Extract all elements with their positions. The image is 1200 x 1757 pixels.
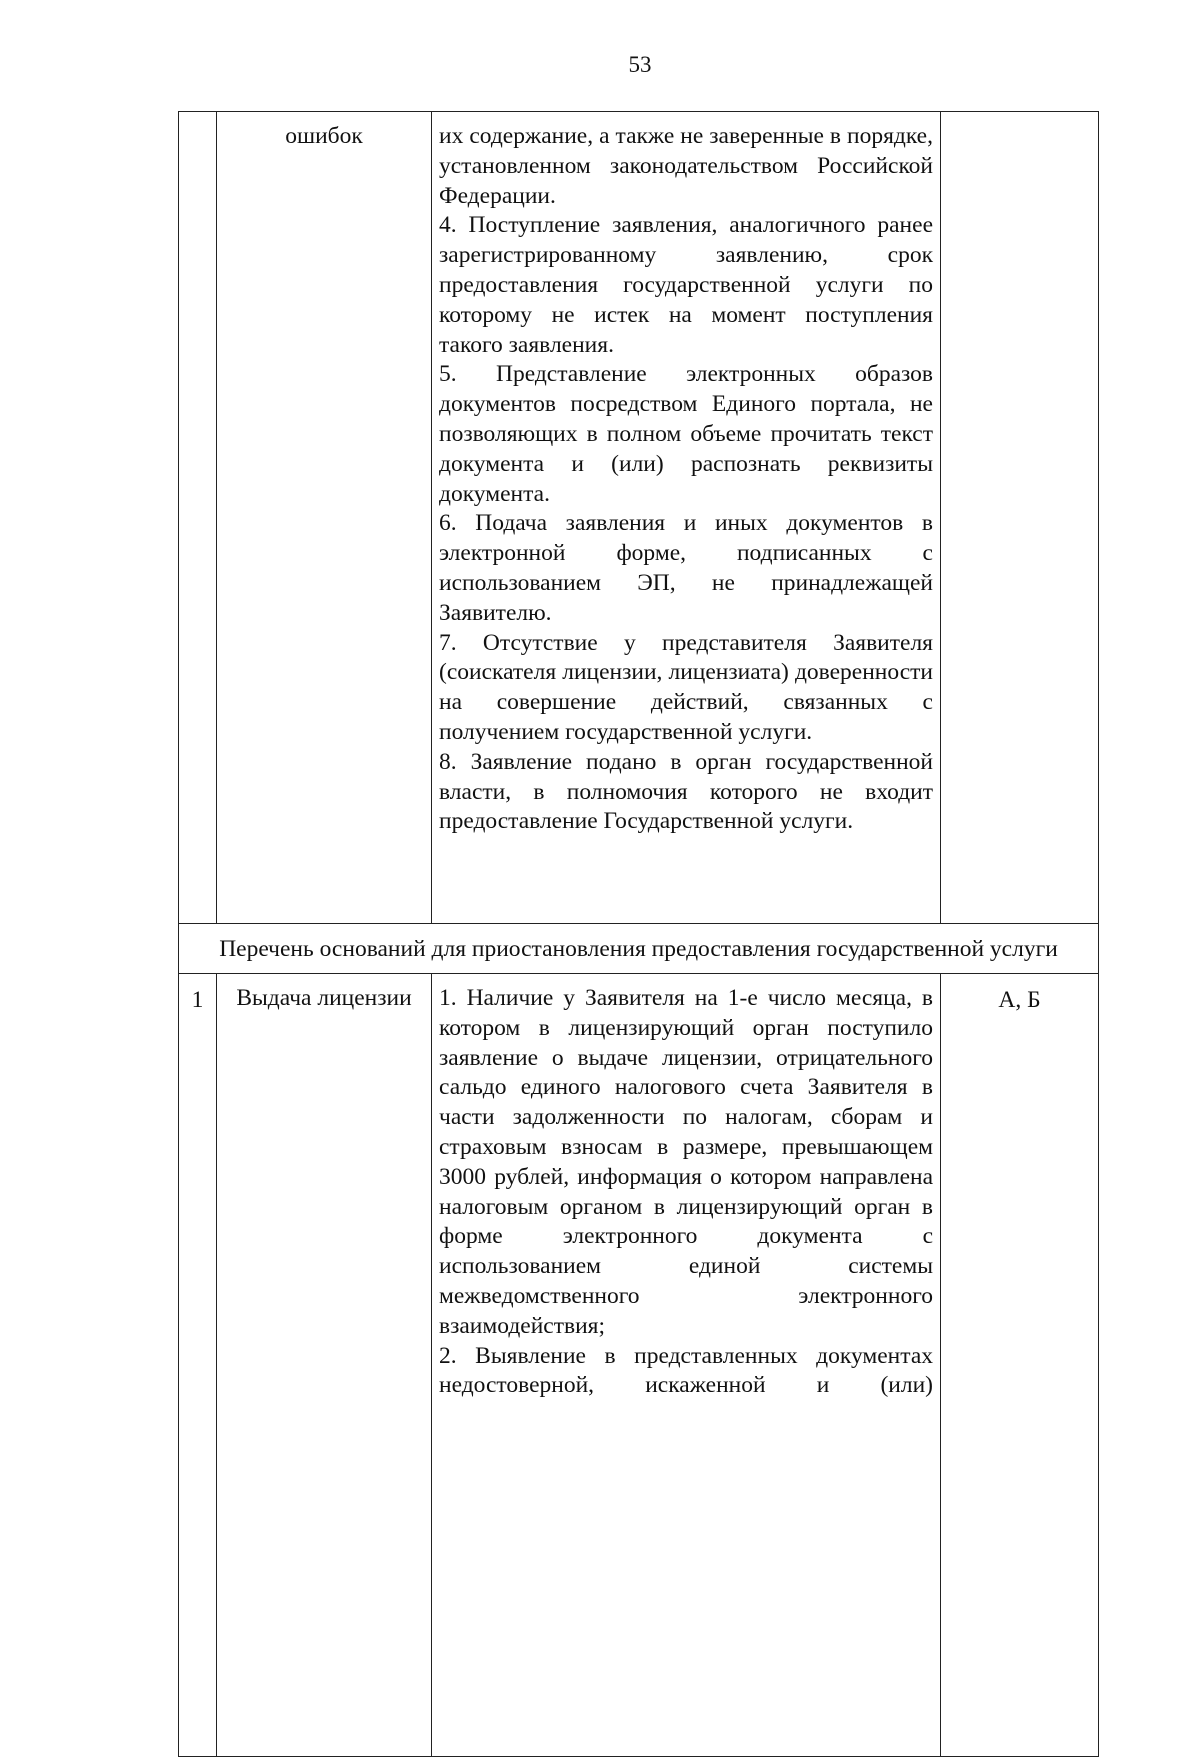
grounds-text-cell [432,112,941,924]
service-name-cell: ошибок [217,112,432,924]
section-header-row [179,924,1099,974]
ground-item: 8. Заявление подано в орган государственной власти, в полномочия которого не входит предоставление Государственной услуги. [439,748,933,835]
ground-item: 1. Наличие у Заявителя на 1-е число месяца, в котором в лицензирующий орган поступило заявление о выдаче лицензии, отрицательного сальдо единого налогового счета Заявителя в части задолженности по налогам, сборам и страховым взносам в размере, превышающем 3000 рублей, информация о котором направлена налоговым органом в лицензирующий орган в форме электронного документа с использованием единой системы межведомственного электронного взаимодействия; [439,985,933,1339]
code-cell [941,112,1099,924]
service-name-cell: Выдача лицензии [217,974,432,1757]
row-number-cell: 1 [179,974,217,1757]
table-row [179,112,1099,924]
ground-item: 2. Выявление в представленных документах недостоверной, искаженной и (или) [439,1342,933,1399]
row-number-cell [179,112,217,924]
section-header: Перечень оснований для приостановления предоставления государственной услуги [179,924,1099,974]
ground-item: 7. Отсутствие у представителя Заявителя (соискателя лицензии, лицензиата) доверенности на совершение действий, связанных с получением государственной услуги. [439,629,933,745]
ground-item: 4. Поступление заявления, аналогичного ранее зарегистрированному заявлению, срок предоставления государственной услуги по которому не истек на момент поступления такого заявления. [439,212,933,358]
page-number: 53 [628,52,652,77]
grounds-text-cell [432,974,941,1757]
ground-item: 5. Представление электронных образов документов посредством Единого портала, не позволяющих в полном объеме прочитать текст документа и (или) распознать реквизиты документа. [439,361,933,507]
code-cell: А, Б [941,974,1099,1757]
ground-item: 6. Подача заявления и иных документов в электронной форме, подписанных с использованием ЭП, не принадлежащей Заявителю. [439,510,933,626]
grounds-table [178,111,1099,1757]
table-row [179,974,1099,1757]
ground-item: их содержание, а также не заверенные в порядке, установленном законодательством Российской Федерации. [439,123,933,209]
